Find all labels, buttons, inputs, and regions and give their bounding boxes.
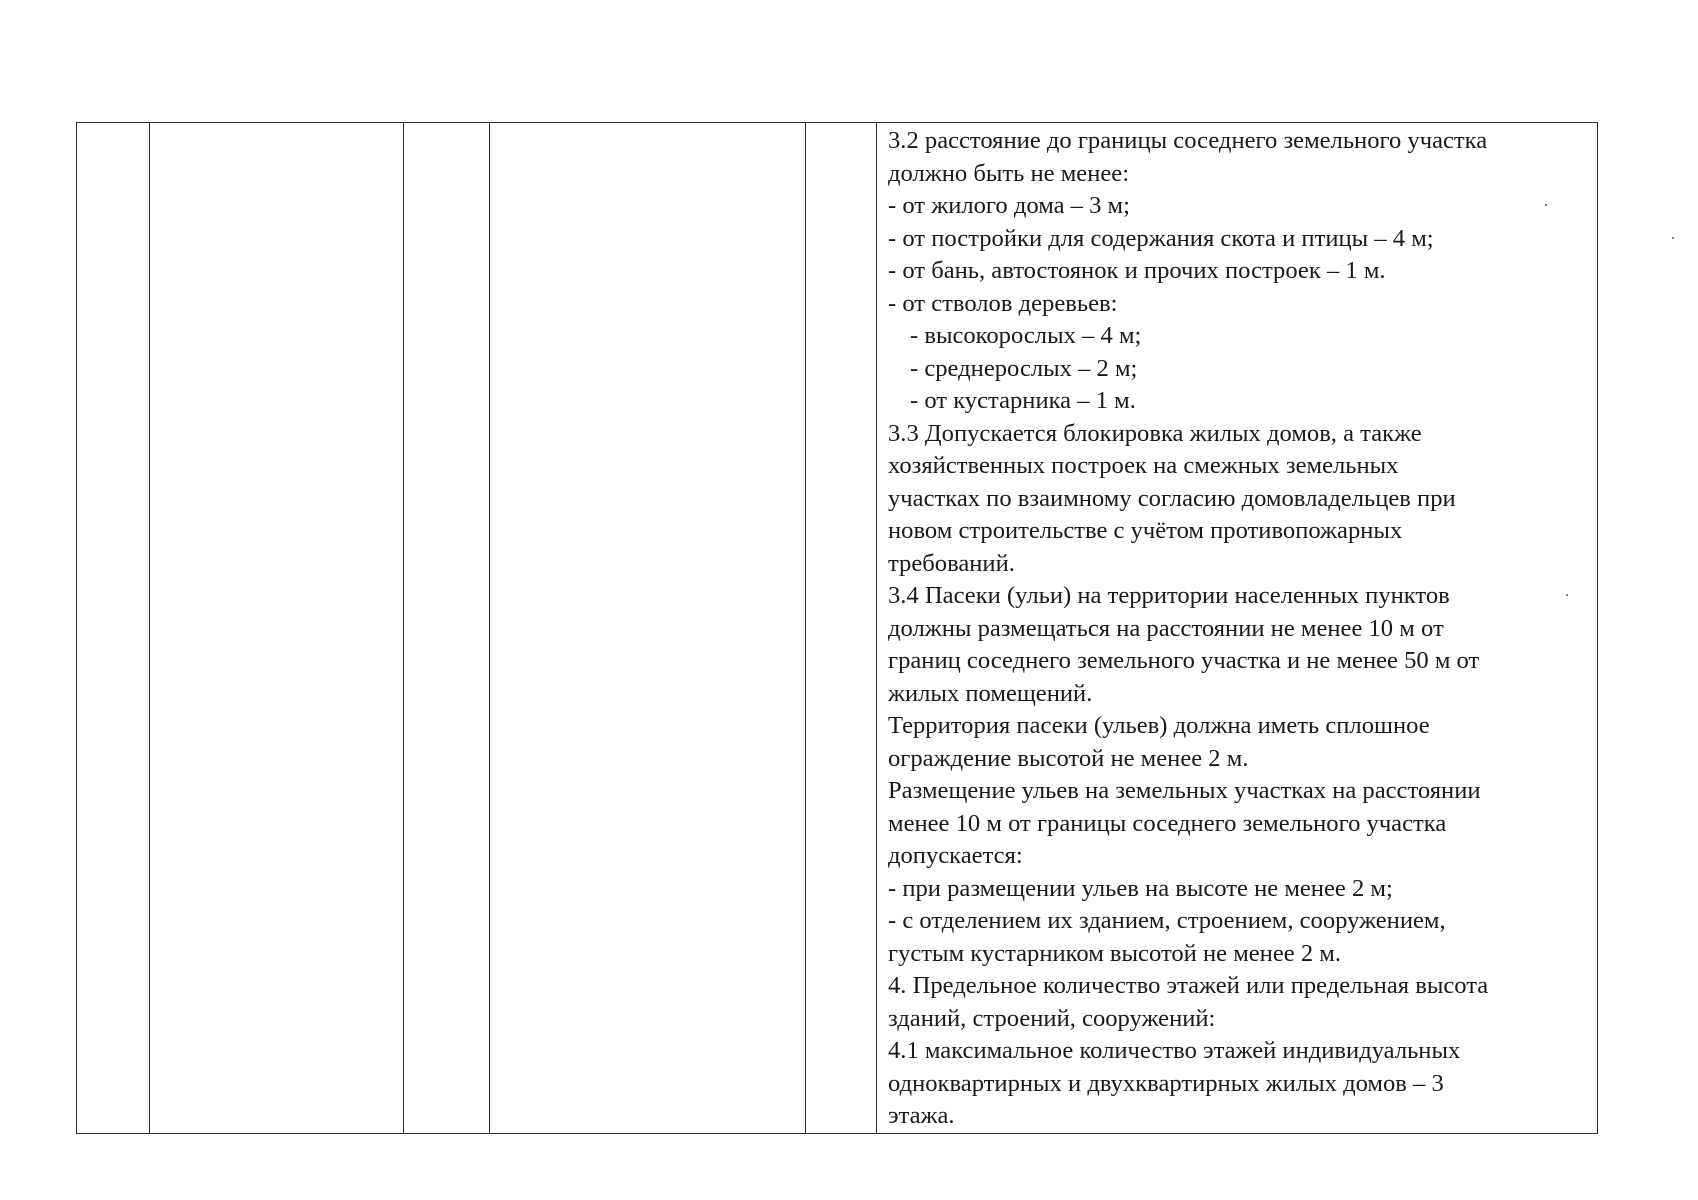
text-line: этажа. [888,1102,955,1129]
text-line: - с отделением их зданием, строением, сооружением, [888,907,1446,934]
text-line: - от стволов деревьев: [888,289,1118,317]
text-line: участках по взаимному согласию домовладельцев при [888,484,1456,512]
text-line: - среднерослых – 2 м; [910,354,1138,382]
text-line: хозяйственных построек на смежных земельных [888,452,1399,479]
text-line: должны размещаться на расстоянии не менее 10 м от [888,614,1444,642]
scan-speck [1545,204,1547,206]
text-line: менее 10 м от границы соседнего земельного участка [888,809,1447,837]
table-row [77,123,1598,1134]
text-line: - при размещении ульев на высоте не менее 2 м; [888,874,1393,902]
empty-cell-1 [77,123,150,1134]
text-line: ограждение высотой не менее 2 м. [888,744,1249,772]
text-line: - от постройки для содержания скота и птицы – 4 м; [888,224,1434,252]
text-line: 4. Предельное количество этажей или предельная высота [888,972,1489,999]
text-line: - высокорослых – 4 м; [910,322,1142,349]
text-line: 3.2 расстояние до границы соседнего земельного участка [888,127,1488,154]
text-line: густым кустарником высотой не менее 2 м. [888,939,1341,967]
text-line: требований. [888,549,1015,577]
text-line: новом строительстве с учётом противопожарных [888,517,1403,544]
text-line: зданий, строений, сооружений: [888,1004,1216,1032]
text-line: 3.4 Пасеки (ульи) на территории населенных пунктов [888,582,1450,609]
empty-cell-4 [490,123,806,1134]
text-line: Территория пасеки (ульев) должна иметь сплошное [888,712,1430,739]
text-line: - от бань, автостоянок и прочих построек – 1 м. [888,257,1386,284]
regulations-table [76,122,1598,1134]
text-line: должно быть не менее: [888,159,1130,187]
text-line: жилых помещений. [888,679,1093,707]
empty-cell-5 [806,123,877,1134]
text-line: - от жилого дома – 3 м; [888,192,1130,219]
text-line: границ соседнего земельного участка и не менее 50 м от [888,647,1480,674]
text-line: 4.1 максимальное количество этажей индивидуальных [888,1037,1461,1064]
empty-cell-3 [404,123,490,1134]
text-line: одноквартирных и двухквартирных жилых домов – 3 [888,1069,1444,1097]
requirements-cell [877,123,1598,1134]
text-line: 3.3 Допускается блокировка жилых домов, а также [888,419,1422,447]
text-line: - от кустарника – 1 м. [910,387,1136,414]
scan-speck [1566,594,1568,596]
text-line: допускается: [888,842,1023,869]
scan-speck [1672,237,1674,239]
text-line: Размещение ульев на земельных участках на расстоянии [888,777,1481,804]
empty-cell-2 [150,123,404,1134]
